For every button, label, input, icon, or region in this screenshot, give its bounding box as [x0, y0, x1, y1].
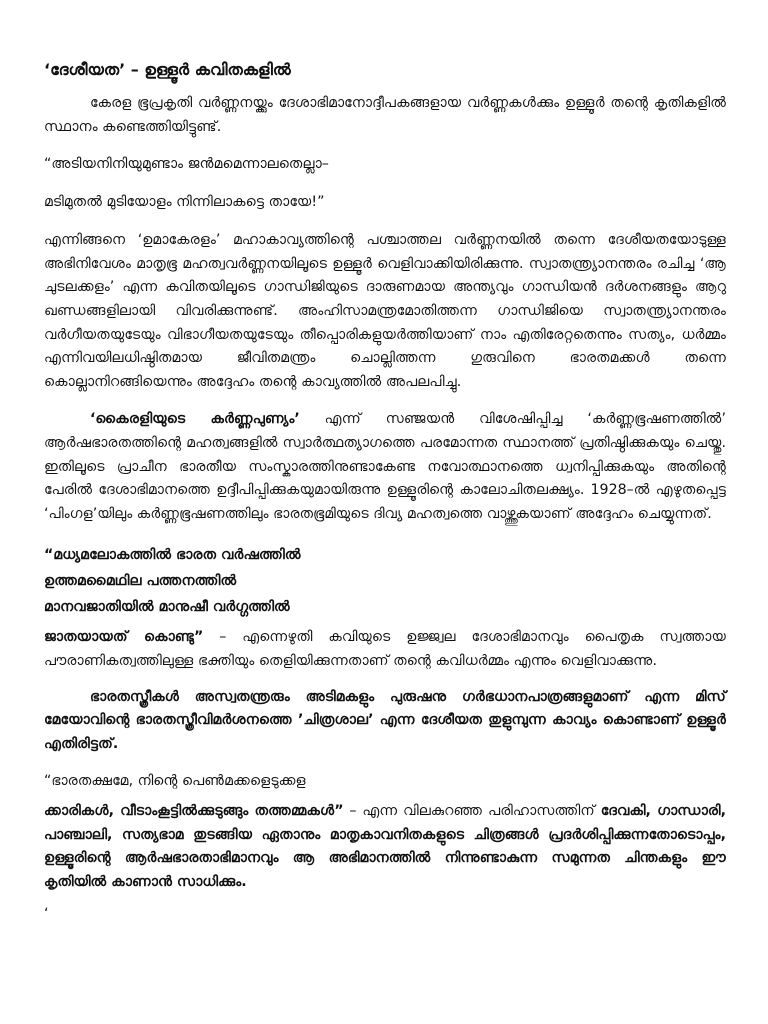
paragraph-text: ദേവകി, ഗാന്ധാരി, പാഞ്ചാലി, സത്യഭാമ തുടങ്ങിയ ഏതാനും മാതൃകാവനിതകളുടെ ചിത്രങ്ങൾ പ്രദർശിപ്പിക്കുന്നതോടൊപ്പം, ഉള്ളൂരിന്റെ ആർഷഭാരതാഭിമാനവും ആ അഭിമാനത്തിൽ നിന്നുണ്ടാകുന്ന സമുന്നത ചിന്തകളും ഈ കൃതിയിൽ കാണാൻ സാധിക്കും.	[44, 803, 726, 891]
body-paragraph-3	[44, 408, 726, 526]
emphasis-phrase: ജാതയായത് കൊണ്ടു”	[44, 629, 204, 646]
quote-line: “മധ്യമലോകത്തിൽ ഭാരത വർഷത്തിൽ	[44, 547, 301, 564]
emphasis-phrase: ‘കൈരളിയുടെ കർണ്ണപുണ്യം’	[90, 411, 300, 428]
body-paragraph-2: എന്നിങ്ങനെ ‘ഉമാകേരളം’ മഹാകാവ്യത്തിന്റെ പശ്ചാത്തല വർണ്ണനയിൽ തന്നെ ദേശീയതയോടുള്ള അഭിനിവേശം മാതൃഭൂ മഹത്വവർണ്ണനയിലൂടെ ഉള്ളൂർ വെളിവാക്കിയിരിക്കുന്നു. സ്വാതന്ത്ര്യാനന്തരം രചിച്ച ‘ആ ചുടലക്കളം’ എന്ന കവിതയിലൂടെ ഗാന്ധിജിയുടെ ദാരുണമായ അന്ത്യവും ഗാന്ധിയൻ ദർശനങ്ങളും ആറു ഖണ്ഡങ്ങളിലായി വിവരിക്കുന്നുണ്ട്. അംഹിസാമന്ത്രമോതിത്തന്ന ഗാന്ധിജിയെ സ്വാതന്ത്ര്യാനന്തരം വർഗീയതയുടേയും വിഭാഗീയതയുടേയും തീപ്പൊരികളുയർത്തിയാണ് നാം എതിരേറ്റതെന്നും സത്യം, ധർമ്മം എന്നിവയിലധിഷ്ഠിതമായ ജീവിതമന്ത്രം ചൊല്ലിത്തന്ന ഗുരുവിനെ ഭാരതമക്കൾ തന്നെ കൊല്ലാനിറങ്ങിയെന്നും അദ്ദേഹം തന്റെ കാവ്യത്തിൽ അപലപിച്ചു.	[44, 232, 726, 390]
paragraph-text: എന്ന് സഞ്ജയൻ വിശേഷിപ്പിച്ച ‘കർണ്ണഭൂഷണത്തിൽ’ ആർഷഭാരതത്തിന്റെ മഹത്വങ്ങളിൽ സ്വാർത്ഥത്യാഗത്തെ പരമോന്നത സ്ഥാനത്ത് പ്രതിഷ്ഠിക്കുകയും ചെയ്തു. ഇതിലൂടെ പ്രാചീന ഭാരതീയ സംസ്കാരത്തിനുണ്ടാകേണ്ട നവോത്ഥാനത്തെ ധ്വനിപ്പിക്കുകയും അതിന്റെ പേരിൽ ദേശാഭിമാനത്തെ ഉദ്ദീപിപ്പിക്കുകയുമായിരുന്നു ഉള്ളൂരിന്റെ കാലോചിതലക്ഷ്യം. 1928–ൽ എഴുതപ്പെട്ട ‘പിംഗള’യിലും കർണ്ണഭൂഷണത്തിലും ഭാരതഭൂമിയുടെ ദിവ്യ മഹത്വത്തെ വാഴ്ത്തുകയാണ് അദ്ദേഹം ചെയ്യുന്നത്.	[44, 411, 726, 522]
body-paragraph-5: ഭാരതസ്ത്രീകൾ അസ്വതന്ത്രരും അടിമകളും പുരുഷനു ഗർഭധാനപാത്രങ്ങളുമാണ് എന്ന മിസ് മേയോവിന്റെ ഭാരതസ്ത്രീവിമർശനത്തെ ’ചിത്രശാല’ എന്ന ദേശീയത തുളുമ്പുന്ന കാവ്യം കൊണ്ടാണ് ഉള്ളൂർ എതിരിട്ടത്.	[44, 688, 726, 752]
quote-line: ഉത്തമമൈഥില പത്തനത്തിൽ	[44, 573, 237, 590]
quote-line: “അടിയനിനിയുമുണ്ടാം ജൻമമെന്നാലതെല്ലാ–	[44, 156, 329, 173]
paragraph-text: – എന്ന വിലകുറഞ്ഞ പരിഹാസത്തിന്	[343, 803, 601, 820]
quote-line: മടിമുതൽ മുടിയോളം നിന്നിലാകട്ടെ തായേ!”	[44, 194, 325, 211]
document-title: ‘ദേശീയത’ – ഉള്ളൂർ കവിതകളിൽ	[44, 60, 291, 79]
quote-line: “ഭാരതക്ഷമേ, നിന്റെ പെൺമക്കളെടുക്കള	[44, 773, 306, 790]
quote-block-1	[44, 149, 726, 217]
quote-block-2	[44, 542, 726, 620]
body-paragraph-4	[44, 626, 726, 673]
emphasis-phrase: ക്കാരികൾ, വീടാംകൂട്ടിൽക്കുടുങ്ങും തത്തമ്മകൾ”	[44, 803, 344, 820]
quote-line: മാനവജാതിയിൽ മാനുഷീ വർഗ്ഗത്തിൽ	[44, 599, 290, 616]
intro-paragraph: കേരള ഭൂപ്രകൃതി വർണ്ണനയ്ക്കും ദേശാഭിമാനോദ്ദീപകങ്ങളായ വർണ്ണകൾക്കും ഉള്ളൂർ തന്റെ കൃതികളിൽ സ്ഥാനം കണ്ടെത്തിയിട്ടുണ്ട്.	[44, 95, 726, 135]
document-page	[44, 58, 726, 923]
body-paragraph-6	[44, 800, 726, 894]
trailing-mark: ‘	[44, 905, 49, 922]
paragraph-text: – എന്നെഴുതി കവിയുടെ ഉജ്ജ്വല ദേശാഭിമാനവും പൈതൃക സ്വത്തായ പൗരാണികത്വത്തിലുള്ള ഭക്തിയും തെളിയിക്കുന്നതാണ് തന്റെ കവിധർമ്മം എന്നും വെളിവാക്കുന്നു.	[44, 629, 726, 669]
